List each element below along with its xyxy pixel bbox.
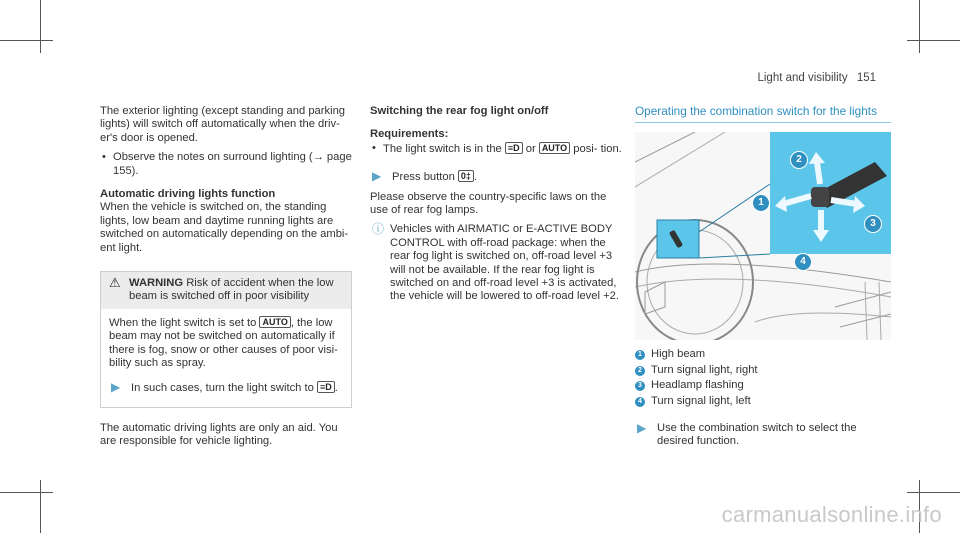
warning-text-a: When the light switch is set to: [109, 316, 257, 329]
surround-lighting-bullet: • Observe the notes on surround lighting (→ page 155).: [100, 151, 352, 178]
legend: [635, 348, 891, 408]
info-note: Vehicles with AIRMATIC or E-ACTIVE BODY CONTROL with off-road package: when the rear fog light is switched on, off-road level +3 will not be available. If the rear fog light is switched on and off-road level +3 is activated, the vehicle will be lowered to off-road level +2.: [390, 223, 619, 303]
page-number: 151: [856, 72, 876, 84]
warning-title: Risk of accident when the low beam is switched off in poor visibility: [129, 277, 334, 303]
running-header: [757, 72, 876, 85]
rear-fog-light-icon: 0‡: [458, 170, 474, 182]
callout-1: 1: [752, 194, 770, 212]
number-badge: 3: [635, 381, 645, 391]
legend-item: 3 Headlamp flashing: [635, 379, 891, 392]
low-beam-icon: ≡D: [317, 381, 335, 393]
warning-header: [101, 272, 351, 309]
watermark: carmanualsonline.info: [721, 501, 942, 527]
press-button-text: Press button: [392, 171, 455, 184]
number-badge: 1: [635, 350, 645, 360]
legend-item: 1 High beam: [635, 348, 891, 361]
crop-mark: [0, 40, 53, 41]
play-arrow-icon: ▶: [111, 379, 121, 394]
section-name: Light and visibility: [757, 72, 848, 84]
callout-3: 3: [864, 215, 882, 233]
crop-mark: [40, 0, 41, 53]
warning-text-b: , the low beam may not be switched on automatically if there is fog, snow or other causes of poor visi- bility such as spray.: [109, 316, 338, 370]
crop-mark: [907, 492, 960, 493]
column-left: [100, 105, 352, 449]
info-icon: ⓘ: [372, 222, 385, 237]
intro-text: The exterior lighting (except standing and parking lights) will switch off automatically when the driv- er's door is opened.: [100, 105, 346, 144]
rear-fog-heading: Switching the rear fog light on/off: [370, 105, 549, 117]
fog-laws-paragraph: Please observe the country-specific laws on the use of rear fog lamps.: [370, 190, 607, 217]
column-right: [635, 105, 891, 449]
play-arrow-icon: ▶: [372, 169, 382, 184]
auto-switch-icon: AUTO: [259, 316, 290, 328]
legend-item: 4 Turn signal light, left: [635, 395, 891, 408]
warning-label: WARNING: [129, 277, 184, 290]
warning-body: When the light switch is set to AUTO , the low beam may not be switched on automatically if there is fog, snow or other causes of poor visi- bility such as spray. ▶ In such cases, turn the light switch to ≡D .: [109, 316, 338, 394]
combination-switch-illustration: [635, 132, 891, 340]
number-badge: 2: [635, 366, 645, 376]
auto-lights-heading: Automatic driving lights function: [100, 188, 276, 201]
legend-item: 2 Turn signal light, right: [635, 364, 891, 377]
crop-mark: [0, 492, 53, 493]
section-title: Operating the combination switch for the lights: [635, 105, 891, 123]
low-beam-icon: ≡D: [505, 142, 523, 154]
outro-text: The automatic driving lights are only an aid. You are responsible for vehicle lighting.: [100, 421, 338, 448]
crop-mark: [919, 0, 920, 53]
crop-mark: [907, 40, 960, 41]
callout-2: 2: [790, 151, 808, 169]
dashboard-drawing: [635, 132, 891, 340]
warning-box: [100, 271, 352, 408]
combination-switch-action: Use the combination switch to select the desired function.: [657, 422, 857, 448]
column-middle: Switching the rear fog light on/off Requirements: • The light switch is in the ≡D or AUTO posi- tion. ▶ Press button 0‡ . Please observe the country-specific laws on the use of rear fog lamps. ⓘ Vehicles with AIRMATIC or E-ACTIVE BODY CONTROL with off-road package: when the rear fog light is switched on, off-road level +3 will not be available. If the rear fog light is switched on and off-road level +3 is activated, the vehicle will be lowered to off-road level +2.: [370, 105, 624, 304]
number-badge: 4: [635, 397, 645, 407]
requirements-label: Requirements:: [370, 128, 449, 141]
warning-action: In such cases, turn the light switch to: [131, 381, 314, 394]
requirement-text-a: The light switch is in the: [383, 142, 502, 155]
warning-triangle-icon: ⚠: [109, 275, 121, 291]
play-arrow-icon: ▶: [637, 421, 647, 436]
auto-lights-paragraph: When the vehicle is switched on, the standing lights, low beam and daytime running lights are switched on automatically depending on the ambi- ent light.: [100, 201, 349, 254]
auto-switch-icon: AUTO: [539, 142, 570, 154]
requirement-text-b: posi- tion.: [573, 142, 622, 155]
crop-mark: [40, 480, 41, 533]
callout-4: 4: [794, 253, 812, 271]
